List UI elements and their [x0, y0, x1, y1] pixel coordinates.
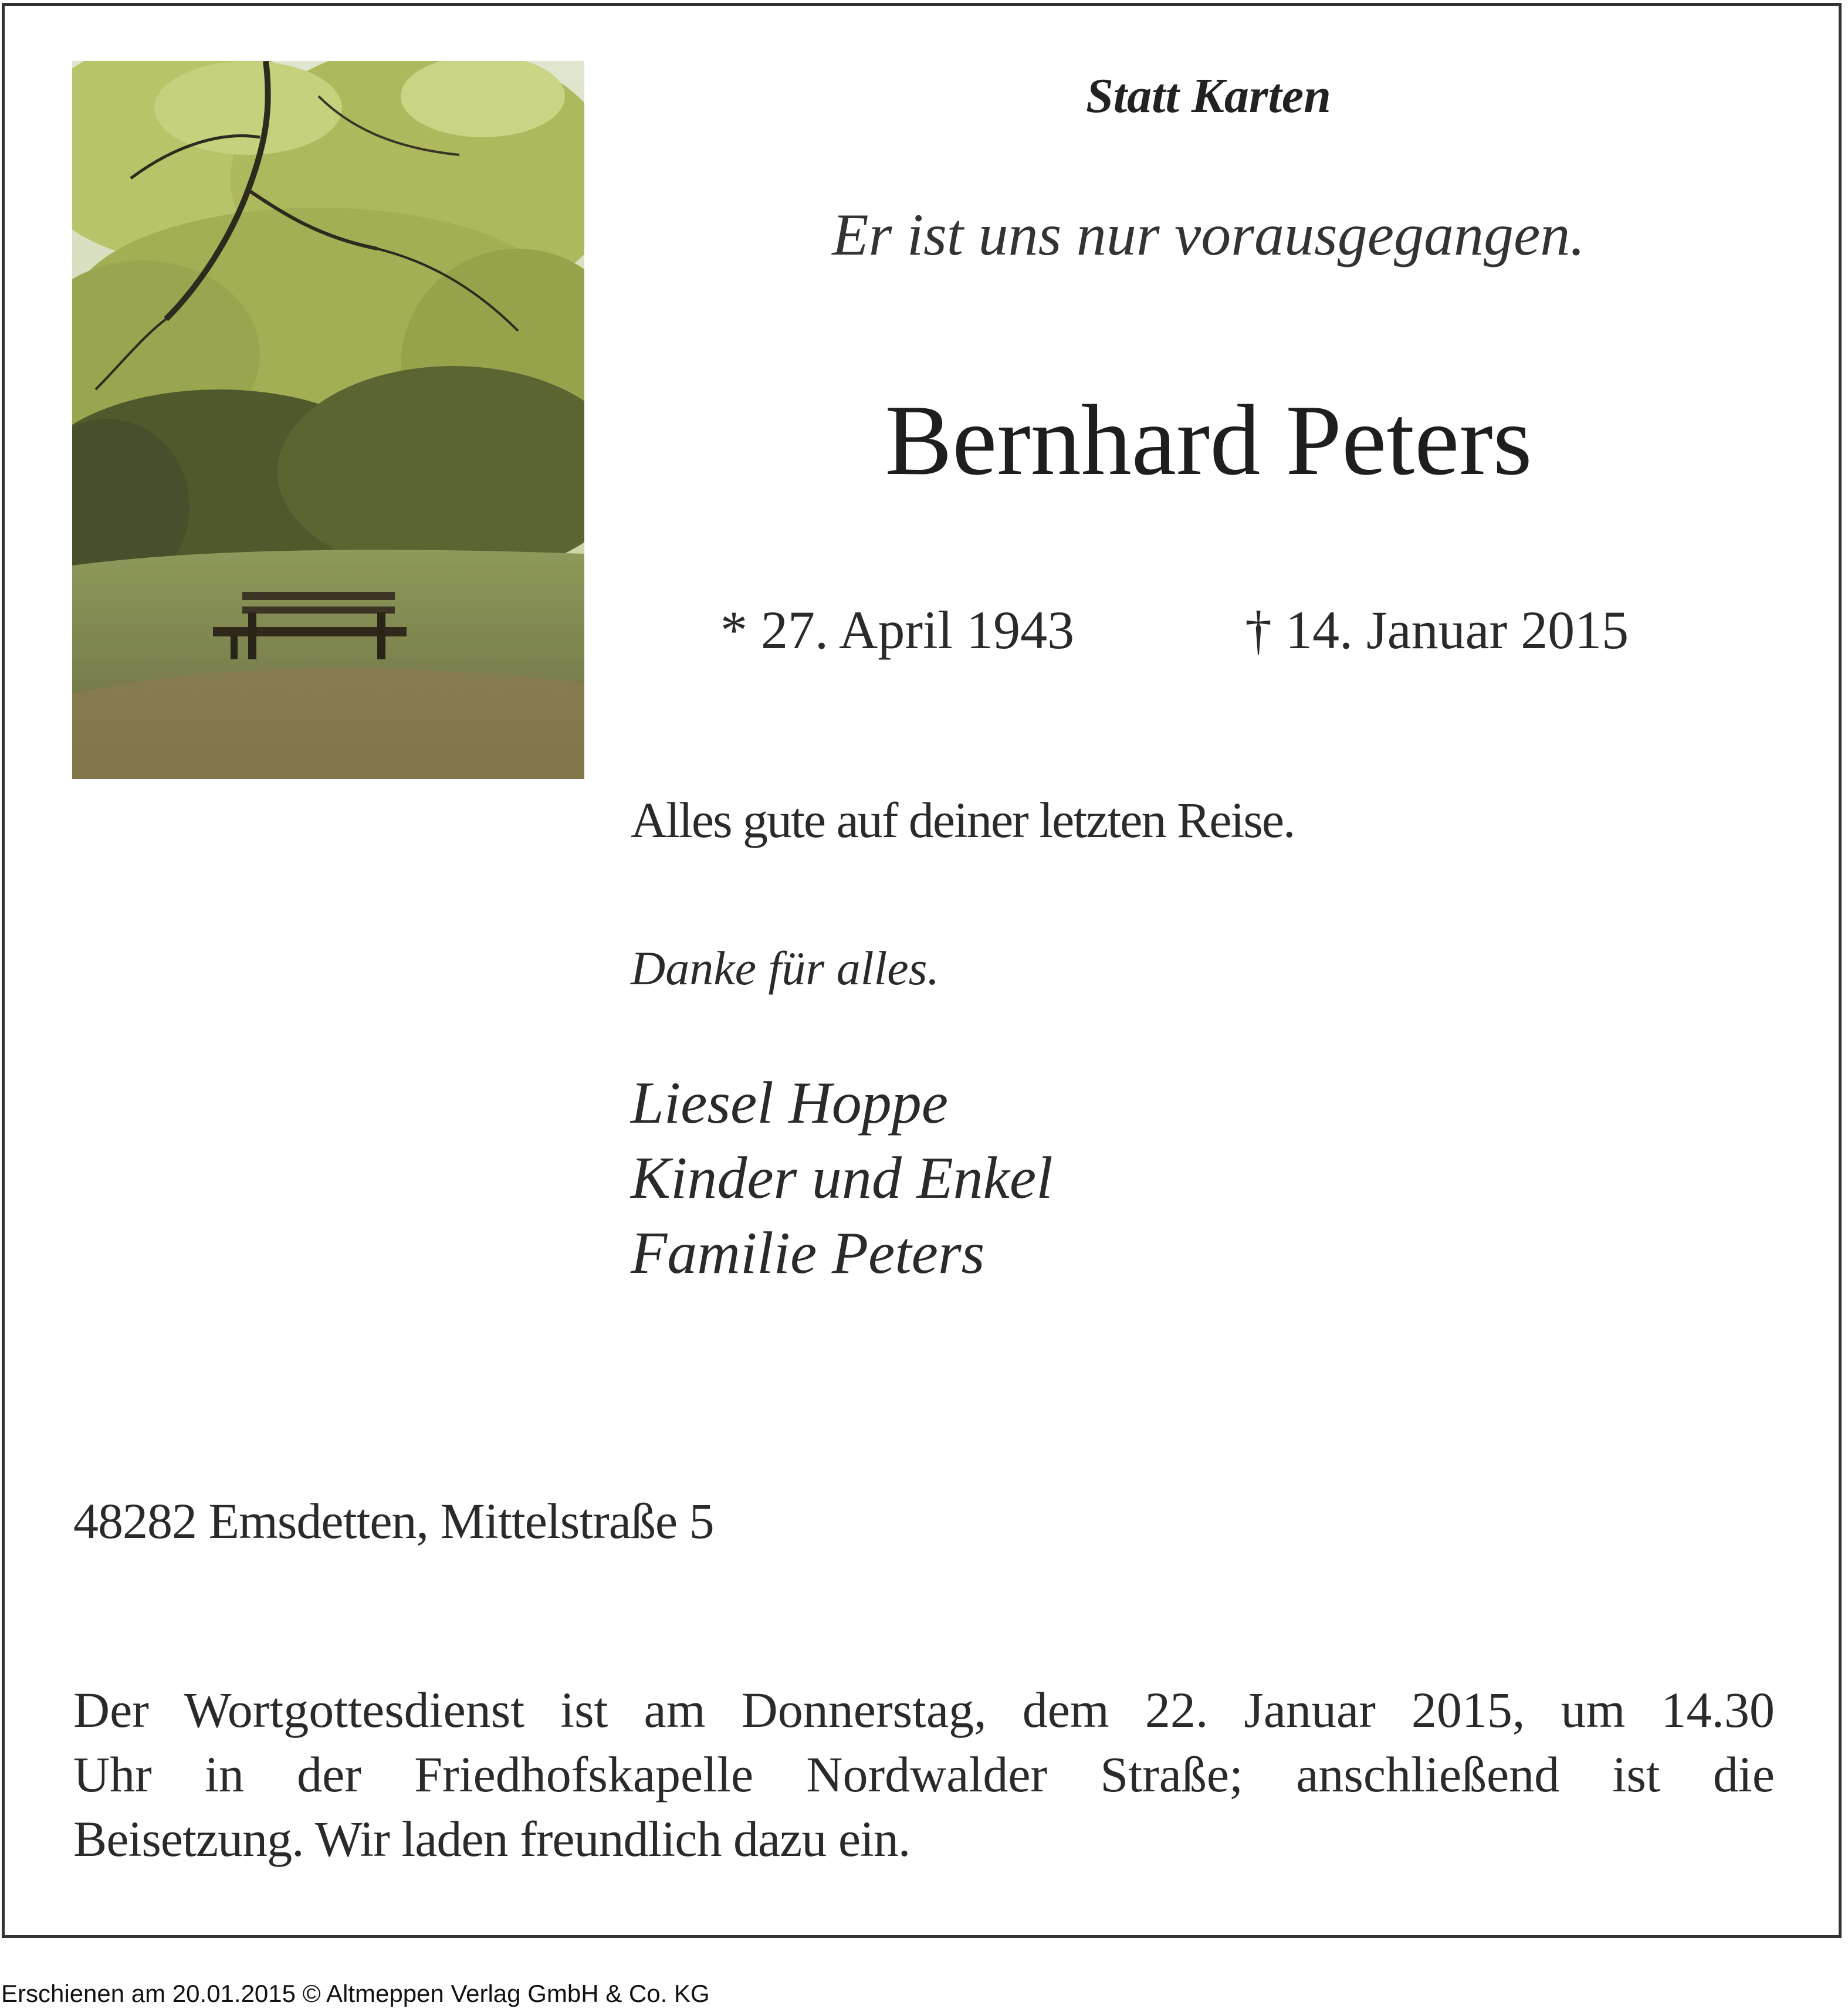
mourner-name: Liesel Hoppe: [631, 1070, 949, 1136]
service-line: Der Wortgottesdienst ist am Donnerstag, dem 22. Januar 2015, um 14.30: [73, 1682, 1775, 1738]
farewell-message: Alles gute auf deiner letzten Reise.: [631, 792, 1295, 848]
publication-footer: Erschienen am 20.01.2015 © Altmeppen Verlag GmbH & Co. KG: [1, 1980, 710, 2007]
service-line: Beisetzung. Wir laden freundlich dazu ein.: [73, 1811, 911, 1867]
motto: Er ist uns nur vorausgegangen.: [832, 202, 1585, 268]
address: 48282 Emsdetten, Mittelstraße 5: [73, 1493, 714, 1549]
park-bench-photo: [72, 61, 584, 779]
service-line: Uhr in der Friedhofskapelle Nordwalder Straße; anschließend ist die: [73, 1746, 1775, 1803]
death-date: † 14. Januar 2015: [1245, 600, 1629, 660]
mourner-name: Kinder und Enkel: [631, 1145, 1053, 1211]
deceased-name: Bernhard Peters: [885, 385, 1532, 496]
thanks-message: Danke für alles.: [631, 941, 940, 995]
service-announcement: [73, 1678, 1775, 1871]
mourners-list: [631, 1070, 1053, 1299]
birth-date: * 27. April 1943: [720, 600, 1075, 660]
statt-karten-heading: Statt Karten: [1086, 69, 1331, 123]
mourner-name: Familie Peters: [631, 1220, 985, 1286]
